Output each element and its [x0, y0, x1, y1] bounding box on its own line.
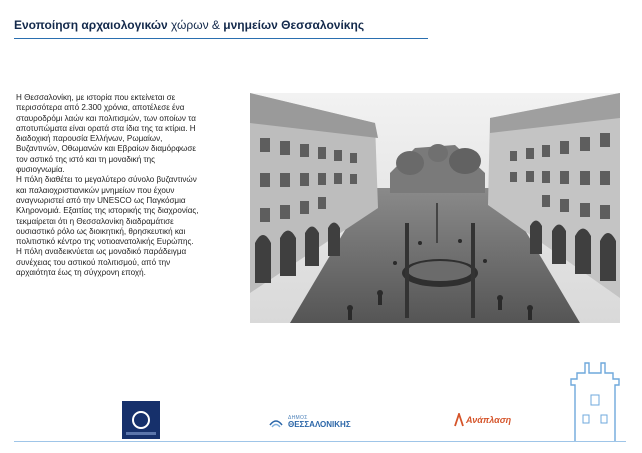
city-of-thessaloniki-logo: [268, 414, 351, 430]
anaplasi-icon: [454, 413, 464, 427]
body-line: συνέχειας του αστικού πολιτισμού, από την: [16, 257, 171, 267]
title-bold-2: μνημείων Θεσσαλονίκης: [223, 18, 365, 32]
body-line: περισσότερα από 2.300 χρόνια, αποτέλεσε ένα: [16, 103, 185, 113]
anaplasi-name: Ανάπλαση: [466, 415, 512, 425]
body-line: αναγνωριστεί από την UNESCO ως Παγκόσμια: [16, 195, 186, 205]
title-regular: Ενοποίηση: [14, 18, 82, 32]
body-line: διαδοχική παρουσία Ελλήνων, Ρωμαίων,: [16, 134, 163, 144]
street-photo-illustration: [250, 93, 620, 323]
body-line: αποτυπώματα είναι ορατά στα ίδια της τα κτίρια. Η: [16, 123, 196, 133]
ministry-emblem-logo: [122, 401, 160, 439]
body-line: Βυζαντινών, Οθωμανών και Εβραίων διαμόρφωσε: [16, 144, 196, 154]
footer-rule: [14, 441, 626, 442]
body-line: τεκμαίρεται ότι η Θεσσαλονίκη διαδραμάτισε: [16, 216, 174, 226]
anaplasi-logo: [454, 413, 511, 427]
title-underline: [14, 38, 428, 39]
body-line: φυσιογνωμία.: [16, 165, 65, 175]
logo-caption-mark: [126, 432, 156, 435]
slide-title: [14, 18, 364, 32]
body-line: αρχαιότητα έως τη σύγχρονη εποχή.: [16, 268, 146, 278]
city-logo-icon: [268, 414, 284, 430]
body-text: [16, 93, 244, 278]
city-logo-small-text: ΔΗΜΟΣ: [288, 414, 308, 421]
street-photo: [250, 93, 620, 323]
body-line: πολιτιστικό κέντρο της νοτιοανατολικής Ευρώπης.: [16, 237, 194, 247]
body-line: ουσιαστικό ρόλο ως διοικητική, θρησκευτική και: [16, 226, 186, 236]
body-line: Η πόλη διαθέτει το μεγαλύτερο σύνολο βυζαντινών: [16, 175, 197, 185]
body-line: Η πόλη αναδεικνύεται ως μοναδικό παράδειγμα: [16, 247, 187, 257]
body-line: Κληρονομιά. Εξαιτίας της ιστορικής της διαχρονίας,: [16, 206, 199, 216]
body-line: τον αστικό της ιστό και τη μοναδική της: [16, 154, 156, 164]
body-line: σταυροδρόμι λαών και πολιτισμών, των οποίων τα: [16, 113, 196, 123]
title-mid: χώρων &: [167, 18, 224, 32]
body-line: Η Θεσσαλονίκη, με ιστορία που εκτείνεται σε: [16, 93, 176, 102]
city-logo-name: ΘΕΣΣΑΛΟΝΙΚΗΣ: [288, 419, 351, 429]
title-bold-1: αρχαιολογικών: [81, 18, 168, 32]
emblem-icon: [132, 411, 150, 429]
body-line: και παλαιοχριστιανικών μνημείων που έχουν: [16, 185, 175, 195]
white-tower-outline-icon: [555, 355, 635, 443]
